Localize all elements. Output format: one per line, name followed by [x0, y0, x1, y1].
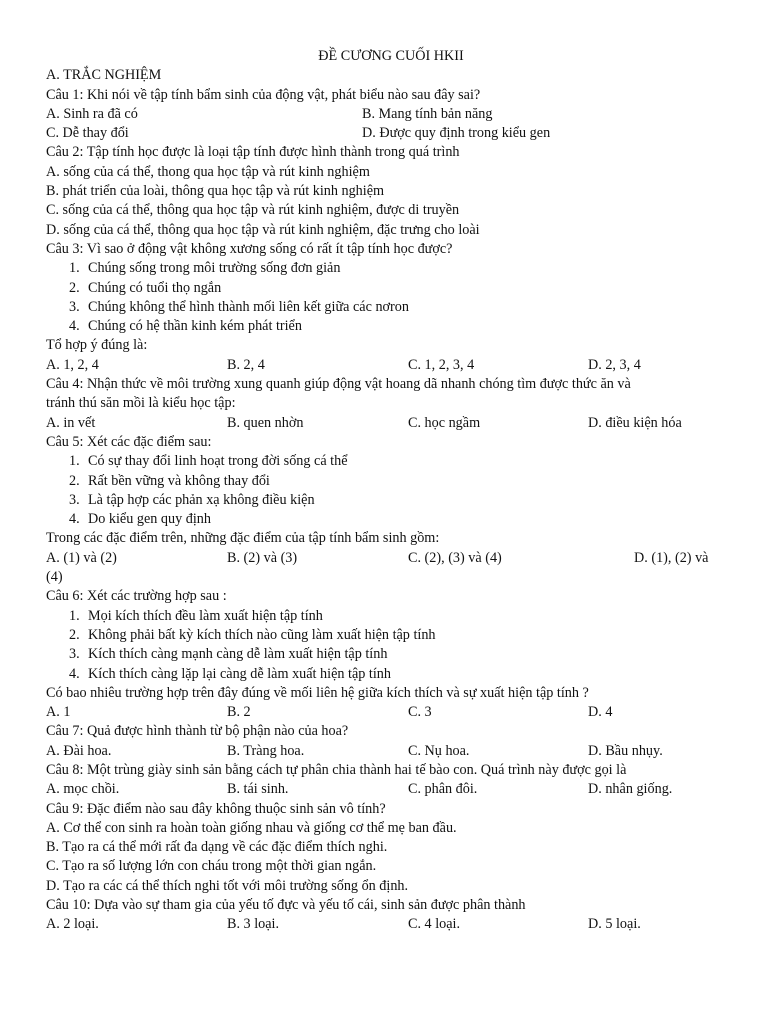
question-10-option-b: B. 3 loại. [227, 916, 280, 933]
question-6-option-c: C. 3 [408, 704, 432, 721]
question-10-option-a: A. 2 loại. [46, 916, 99, 933]
question-6-statement: 1. Mọi kích thích đều làm xuất hiện tập tính [69, 607, 323, 624]
question-9-option-c: C. Tạo ra số lượng lớn con cháu trong một thời gian ngắn. [46, 858, 377, 875]
question-6-statement: 4. Kích thích càng lặp lại càng dễ làm xuất hiện tập tính [69, 665, 391, 682]
question-6-option-d: D. 4 [588, 704, 613, 721]
question-5-statement-list [46, 452, 726, 529]
question-6-option-b: B. 2 [227, 704, 251, 721]
question-1-option-d: D. Được quy định trong kiểu gen [362, 125, 551, 142]
question-9-option-a: A. Cơ thể con sinh ra hoàn toàn giống nhau và giống cơ thể mẹ ban đầu. [46, 819, 457, 836]
question-10-stem: Câu 10: Dựa vào sự tham gia của yếu tố đực và yếu tố cái, sinh sản được phân thành [46, 897, 526, 914]
question-1-options-row-1 [46, 105, 726, 124]
question-3-options [46, 356, 726, 375]
question-7-option-a: A. Đài hoa. [46, 742, 112, 759]
question-9-option-b: B. Tạo ra cá thể mới rất đa dạng về các đặc điểm thích nghi. [46, 839, 388, 856]
question-2-option-d: D. sống của cá thể, thông qua học tập và rút kinh nghiệm, đặc trưng cho loài [46, 221, 480, 238]
question-5-option-d-continuation: (4) [46, 569, 63, 586]
question-5-stem: Câu 5: Xét các đặc điểm sau: [46, 433, 212, 450]
question-5-lead: Trong các đặc điểm trên, những đặc điểm của tập tính bẩm sinh gồm: [46, 530, 440, 547]
question-2-stem: Câu 2: Tập tính học được là loại tập tính được hình thành trong quá trình [46, 144, 460, 161]
question-3-statement: 1. Chúng sống trong môi trường sống đơn giản [69, 260, 341, 277]
question-6-statement: 2. Không phải bất kỳ kích thích nào cũng làm xuất hiện tập tính [69, 626, 436, 643]
question-3-statement-list [46, 259, 726, 336]
question-9-option-d: D. Tạo ra các cá thể thích nghi tốt với môi trường sống ổn định. [46, 877, 409, 894]
question-4-stem-line-2: tránh thú săn mồi là kiểu học tập: [46, 395, 236, 412]
question-1-option-b: B. Mang tính bản năng [362, 105, 493, 122]
question-4-option-a: A. in vết [46, 414, 96, 431]
question-10-option-c: C. 4 loại. [408, 916, 461, 933]
question-8-option-b: B. tái sinh. [227, 781, 289, 798]
document-title: ĐỀ CƯƠNG CUỐI HKII [318, 48, 464, 64]
question-8-option-d: D. nhân giống. [588, 781, 673, 798]
question-5-statement: 4. Do kiểu gen quy định [69, 511, 211, 528]
question-3-stem: Câu 3: Vì sao ở động vật không xương sống có rất ít tập tính học được? [46, 240, 453, 257]
question-1-option-c: C. Dễ thay đổi [46, 125, 129, 142]
question-8-option-a: A. mọc chồi. [46, 781, 120, 798]
question-5-option-a: A. (1) và (2) [46, 549, 117, 566]
question-1-options-row-2 [46, 124, 726, 143]
question-3-statement: 2. Chúng có tuổi thọ ngắn [69, 279, 222, 296]
question-8-option-c: C. phân đôi. [408, 781, 478, 798]
question-7-options [46, 742, 726, 761]
document-page [46, 47, 726, 935]
question-5-option-d: D. (1), (2) và [634, 549, 709, 566]
question-5-statement: 1. Có sự thay đổi linh hoạt trong đời sống cá thể [69, 453, 348, 470]
question-6-option-a: A. 1 [46, 704, 71, 721]
question-2-option-c: C. sống của cá thể, thông qua học tập và rút kinh nghiệm, được di truyền [46, 202, 460, 219]
question-10-options [46, 915, 726, 934]
question-7-option-b: B. Tràng hoa. [227, 742, 305, 759]
question-6-statement: 3. Kích thích càng mạnh càng dễ làm xuất hiện tập tính [69, 646, 388, 663]
question-5-options [46, 549, 726, 568]
question-7-stem: Câu 7: Quả được hình thành từ bộ phận nào của hoa? [46, 723, 349, 740]
question-6-lead: Có bao nhiêu trường hợp trên đây đúng về mối liên hệ giữa kích thích và sự xuất hiện tập tính ? [46, 684, 589, 701]
question-3-statement: 3. Chúng không thể hình thành mối liên kết giữa các nơron [69, 298, 409, 315]
section-heading: A. TRẮC NGHIỆM [46, 67, 162, 84]
question-4-option-d: D. điều kiện hóa [588, 414, 682, 431]
question-3-option-d: D. 2, 3, 4 [588, 356, 641, 373]
question-4-stem-line-1: Câu 4: Nhận thức về môi trường xung quanh giúp động vật hoang dã nhanh chóng tìm được thức ăn và [46, 376, 631, 393]
question-4-option-c: C. học ngầm [408, 414, 481, 431]
question-7-option-d: D. Bầu nhụy. [588, 742, 663, 759]
question-5-statement: 2. Rất bền vững và không thay đổi [69, 472, 270, 489]
question-2-option-a: A. sống của cá thể, thong qua học tập và rút kinh nghiệm [46, 163, 370, 180]
question-5-statement: 3. Là tập hợp các phản xạ không điều kiện [69, 491, 315, 508]
question-10-option-d: D. 5 loại. [588, 916, 641, 933]
question-3-option-a: A. 1, 2, 4 [46, 356, 99, 373]
question-3-statement: 4. Chúng có hệ thần kinh kém phát triển [69, 318, 302, 335]
question-4-option-b: B. quen nhờn [227, 414, 304, 431]
question-3-combo-prompt: Tổ hợp ý đúng là: [46, 337, 148, 354]
question-3-option-c: C. 1, 2, 3, 4 [408, 356, 475, 373]
question-8-options [46, 780, 726, 799]
question-2-option-b: B. phát triển của loài, thông qua học tập và rút kinh nghiệm [46, 183, 385, 200]
question-4-options [46, 414, 726, 433]
question-1-stem: Câu 1: Khi nói về tập tính bẩm sinh của động vật, phát biểu nào sau đây sai? [46, 86, 481, 103]
question-5-option-b: B. (2) và (3) [227, 549, 298, 566]
question-1-option-a: A. Sinh ra đã có [46, 105, 138, 122]
question-3-option-b: B. 2, 4 [227, 356, 265, 373]
question-8-stem: Câu 8: Một trùng giày sinh sản bằng cách tự phân chia thành hai tế bào con. Quá trình này được gọi là [46, 761, 627, 778]
question-9-stem: Câu 9: Đặc điểm nào sau đây không thuộc sinh sản vô tính? [46, 800, 386, 817]
question-6-statement-list [46, 607, 726, 684]
question-5-option-c: C. (2), (3) và (4) [408, 549, 502, 566]
question-6-stem: Câu 6: Xét các trường hợp sau : [46, 588, 227, 605]
question-6-options [46, 703, 726, 722]
question-7-option-c: C. Nụ hoa. [408, 742, 470, 759]
